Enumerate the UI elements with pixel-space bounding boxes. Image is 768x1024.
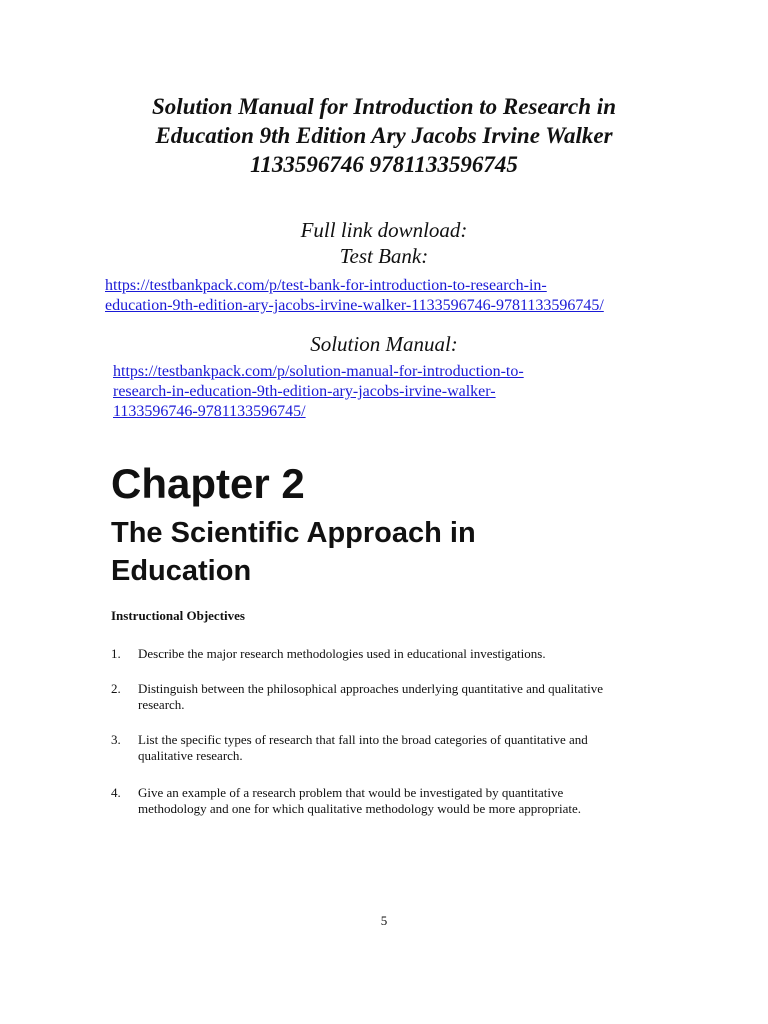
objective-number: 1.	[111, 646, 121, 661]
link-line: education-9th-edition-ary-jacobs-irvine-walker-1133596746-9781133596745/	[105, 297, 604, 314]
objective-text	[138, 732, 671, 764]
title-line: Solution Manual for Introduction to Research in	[152, 94, 616, 119]
link-line: https://testbankpack.com/p/solution-manual-for-introduction-to-	[113, 363, 524, 380]
link-line: 1133596746-9781133596745/	[113, 403, 306, 420]
objective-item	[111, 732, 671, 764]
link-line: research-in-education-9th-edition-ary-jacobs-irvine-walker-	[113, 383, 496, 400]
objective-item	[111, 785, 671, 817]
test-bank-label: Test Bank:	[339, 244, 429, 268]
title-line: 1133596746 9781133596745	[250, 152, 518, 177]
link-line: https://testbankpack.com/p/test-bank-for-introduction-to-research-in-	[105, 277, 547, 294]
solution-manual-link[interactable]	[113, 362, 524, 422]
objective-line: List the specific types of research that fall into the broad categories of quantitative and	[138, 732, 588, 747]
objective-line: Distinguish between the philosophical approaches underlying quantitative and qualitative	[138, 681, 603, 696]
objective-number: 2.	[111, 681, 121, 696]
objective-text	[138, 646, 671, 662]
objective-number: 4.	[111, 785, 121, 800]
title-line: Education 9th Edition Ary Jacobs Irvine Walker	[155, 123, 613, 148]
chapter-subtitle	[111, 514, 476, 590]
solution-manual-label: Solution Manual:	[310, 332, 458, 356]
objectives-heading: Instructional Objectives	[111, 608, 245, 623]
objective-number: 3.	[111, 732, 121, 747]
objective-line: Describe the major research methodologies used in educational investigations.	[138, 646, 546, 661]
objective-line: research.	[138, 697, 185, 712]
objective-text	[138, 681, 671, 713]
objective-line: qualitative research.	[138, 748, 243, 763]
test-bank-link[interactable]	[105, 276, 604, 316]
page-number: 5	[380, 913, 388, 928]
subtitle-line: The Scientific Approach in	[111, 517, 476, 549]
subtitle-line: Education	[111, 555, 252, 587]
full-link-label: Full link download:	[300, 218, 468, 242]
objective-line: methodology and one for which qualitative methodology would be more appropriate.	[138, 801, 581, 816]
chapter-heading: Chapter 2	[111, 460, 305, 507]
objective-item	[111, 681, 671, 713]
objective-text	[138, 785, 671, 817]
objective-item	[111, 646, 671, 662]
objective-line: Give an example of a research problem that would be investigated by quantitative	[138, 785, 564, 800]
document-title	[0, 92, 768, 179]
